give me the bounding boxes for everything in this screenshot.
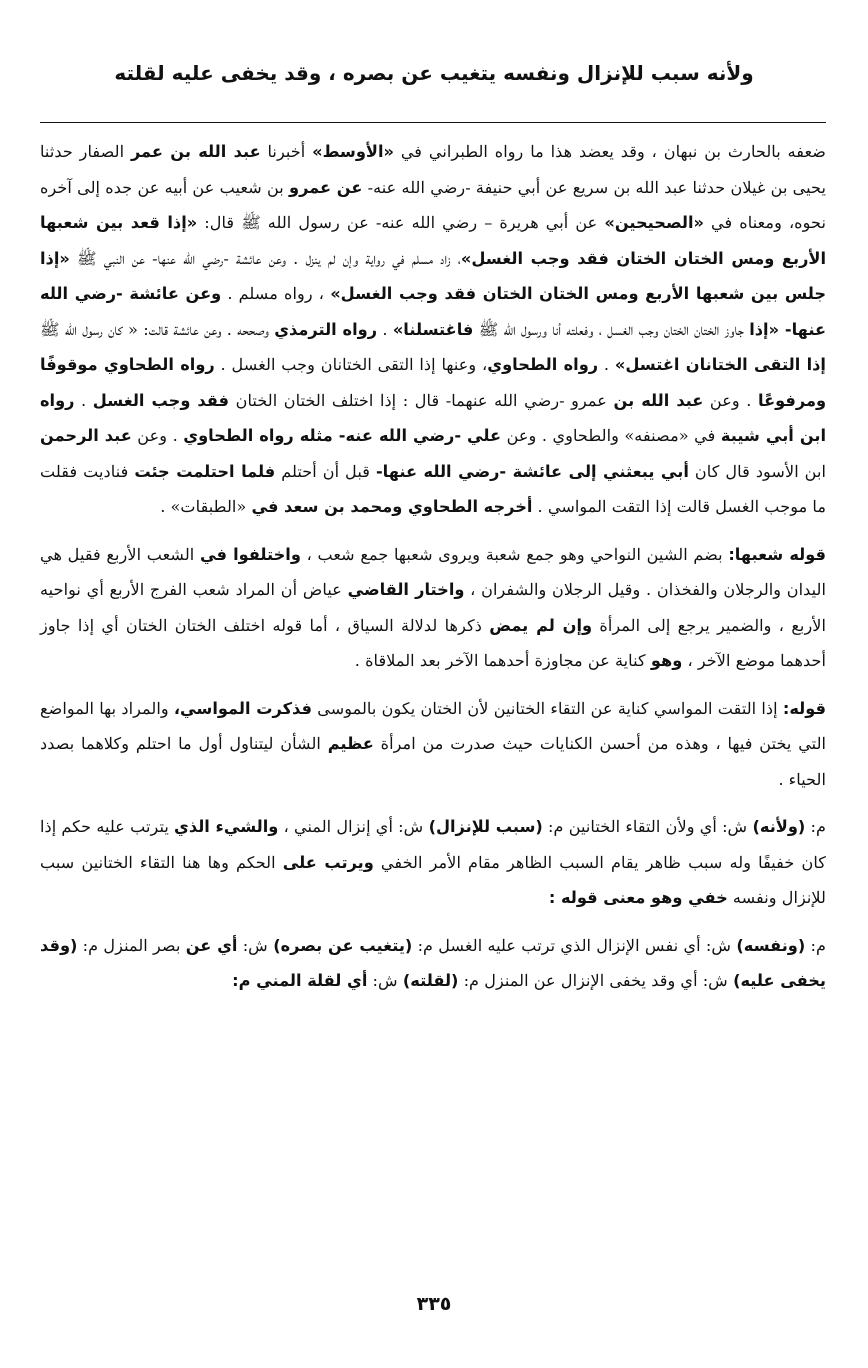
text-segment: الشأن ليتناول أول ما احتلم وكلاهما بصدد الحياء . (40, 734, 826, 789)
bold-text-segment: (ونفسه) (736, 935, 806, 955)
header-rule (40, 122, 826, 123)
paragraph-wa-liannahu (40, 809, 826, 916)
text-segment: ابن الأسود قال كان (688, 461, 826, 481)
text-segment: ش: أي ولأن التقاء الختانين م: (542, 817, 753, 836)
text-segment: ضعفه بالحارث بن نبهان ، وقد يعضد هذا ما رواه الطبراني في (393, 142, 826, 161)
text-segment: والمراد بها المواضع التي يختن فيها ، وهذه من أحسن الكنايات حيث صدرت من امرأة (40, 698, 826, 753)
text-segment: ، وعنها إذا التقى الختانان وجب الغسل . (214, 355, 488, 374)
bold-text-segment: عبد الرحمن (40, 426, 132, 445)
bold-text-segment: أبي يبعثني إلى عائشة -رضي الله عنها- (375, 461, 689, 481)
bold-text-segment: عبد الله بن عمر (130, 142, 261, 161)
text-segment: الصفار حدثنا يحيى بن غيلان حدثنا عبد الله بن سريع عن أبي حنيفة -رضي الله عنه- (40, 142, 827, 197)
page-number: ٣٣٥ (416, 1293, 452, 1315)
bold-text-segment: رواه الطحاوي (487, 355, 599, 374)
text-segment: . (377, 319, 393, 339)
bold-text-segment: وإن لم يمض (489, 615, 593, 635)
text-segment: ، زاد مسلم في رواية وإن لم ينزل . وعن عائشة -رضي الله عنها- عن النبي ﷺ (69, 248, 461, 268)
text-segment: قبل أن أحتلم (275, 461, 376, 481)
bold-text-segment: ويرتب على (282, 852, 374, 872)
text-segment: جاوز الختان الختان وجب الغسل ، وفعلته أنا ورسول الله ﷺ (473, 319, 750, 339)
paragraph-shuabiha (40, 537, 826, 679)
bold-text-segment: «إذا جلس بين شعبها الأربع ومس الختان الختان فقد وجب الغسل» (40, 248, 826, 303)
bold-text-segment: وهو (650, 651, 683, 670)
text-segment: . (598, 355, 615, 374)
text-segment: ، رواه مسلم . (221, 284, 331, 303)
text-segment: . وعن (131, 426, 184, 445)
paragraph-mawasi (40, 691, 826, 798)
text-segment: ش: (237, 935, 274, 955)
bold-text-segment: فاغتسلنا» (392, 319, 474, 339)
text-segment: م: (805, 935, 826, 955)
bold-text-segment: خفي وهو معنى قوله : (548, 888, 728, 907)
text-segment: ش: أي وقد يخفى الإنزال عن المنزل م: (458, 971, 734, 990)
bold-text-segment: «الصحيحين» (604, 213, 704, 232)
bold-text-segment: «الأوسط» (312, 142, 394, 161)
text-segment: في «مصنفه» والطحاوي . وعن (501, 426, 721, 445)
text-segment: ذكرها لدلالة السياق ، أما قوله اختلف الختان الختان أي إذا جاوز أحدهما موضع الآخر ، (40, 615, 826, 670)
text-segment: الشعب الأربع فقيل هي اليدان والرجلان والفخذان . وقيل الرجلان والشفران ، (40, 544, 826, 599)
bold-text-segment: علي -رضي الله عنه- مثله رواه الطحاوي (183, 426, 502, 445)
text-segment: ش: أي إنزال المني ، (278, 817, 429, 836)
paragraph-wa-nafsuhu (40, 928, 826, 999)
bold-text-segment: فلما احتلمت جئت (134, 461, 276, 481)
bold-text-segment: رواه الترمذي (274, 319, 378, 339)
text-segment: . وعن (703, 390, 758, 410)
bold-text-segment: وعن عائشة -رضي الله عنها- «إذا (40, 284, 827, 339)
bold-text-segment: عظيم (327, 734, 374, 753)
bold-text-segment: رواه الطحاوي موقوفًا ومرفوعًا (40, 355, 827, 410)
bold-text-segment: إذا التقى الختانان اغتسل» (614, 355, 826, 374)
bold-text-segment: قوله شعبها: (728, 544, 826, 564)
bold-text-segment: عن عمرو (289, 177, 363, 197)
paragraph-hadith-citations (40, 134, 826, 525)
text-segment: «الطبقات» . (160, 497, 252, 516)
bold-text-segment: قوله: (782, 698, 826, 718)
bold-text-segment: واختلفوا في (199, 544, 301, 564)
bold-text-segment: (يتغيب عن بصره) (273, 935, 413, 955)
text-segment: . (74, 390, 93, 410)
bold-text-segment: (وقد يخفى عليه) (40, 935, 826, 990)
bold-text-segment: فقد وجب الغسل (92, 390, 230, 410)
text-segment: بضم الشين النواحي وهو جمع شعبة ويروى شعبها جمع شعب ، (300, 544, 729, 564)
bold-text-segment: فذكرت المواسي، (173, 698, 312, 718)
page-body (40, 134, 826, 999)
text-segment: فناديت فقلت ما موجب الغسل قالت إذا التقت المواسي . (40, 461, 826, 516)
bold-text-segment: (ولأنه) (752, 817, 806, 836)
text-segment: وصححه . وعن عائشة قالت: « كان رسول الله ﷺ (40, 319, 275, 339)
text-segment: ش: (367, 971, 403, 990)
bold-text-segment: واختار القاضي (347, 580, 465, 599)
text-segment: م: (805, 817, 826, 836)
text-segment: بصر المنزل م: (77, 935, 186, 955)
text-segment: عياض أن المراد شعب الفرج الأربع أي نواحيه الأربع ، والضمير يرجع إلى المرأة (40, 580, 826, 635)
text-segment: أخبرنا (260, 142, 313, 161)
bold-text-segment: (لقلته) (402, 971, 459, 990)
text-segment: ش: أي نفس الإنزال الذي ترتب عليه الغسل م: (412, 935, 737, 955)
text-segment: عمرو -رضي الله عنهما- قال : إذا اختلف الختان الختان (229, 390, 614, 410)
bold-text-segment: أي عن (185, 935, 238, 955)
text-segment: بن شعيب عن أبيه عن جده إلى آخره نحوه، ومعناه في (40, 177, 826, 232)
text-segment: عن أبي هريرة – رضي الله عنه- عن رسول الله ﷺ قال: (197, 213, 605, 232)
running-header: ولأنه سبب للإنزال ونفسه يتغيب عن بصره ، وقد يخفى عليه لقلته (114, 61, 754, 85)
text-segment: الحكم وها هنا التقاء الختانين سبب للإنزال ونفسه (40, 852, 826, 907)
bold-text-segment: (سبب للإنزال) (428, 817, 543, 836)
bold-text-segment: أخرجه الطحاوي ومحمد بن سعد في (251, 497, 533, 516)
text-segment: إذا التقت المواسي كناية عن التقاء الختانين لأن الختان يكون بالموسى (311, 698, 783, 718)
text-segment: يترتب عليه حكم إذا كان خفيفًا وله سبب ظاهر يقام السبب الظاهر مقام الأمر الخفي (40, 817, 826, 872)
bold-text-segment: «إذا قعد بين شعبها الأربع ومس الختان الختان فقد وجب الغسل» (40, 213, 826, 268)
text-segment: كناية عن مجاوزة أحدهما الآخر بعد الملاقاة . (354, 651, 651, 670)
bold-text-segment: رواه ابن أبي شيبة (40, 390, 827, 445)
bold-text-segment: والشيء الذي (174, 817, 279, 836)
bold-text-segment: أي لقلة المني م: (232, 971, 368, 990)
bold-text-segment: عبد الله بن (613, 390, 704, 410)
